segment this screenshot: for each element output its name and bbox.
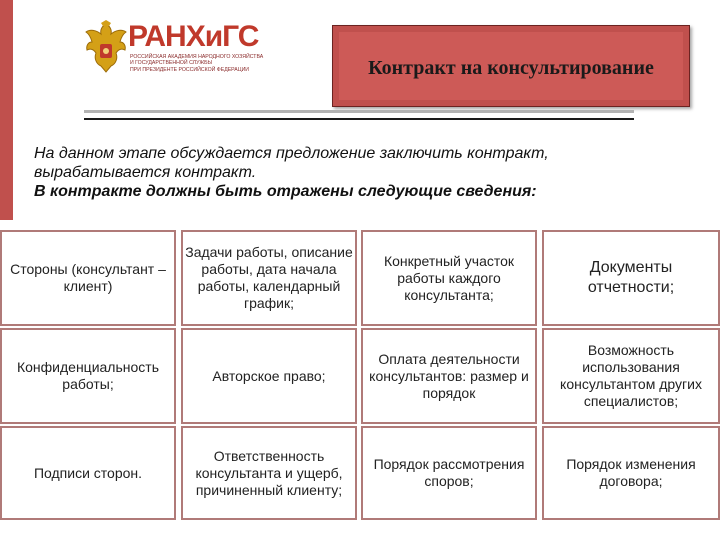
intro-line-2: вырабатывается контракт. [34, 164, 257, 181]
card-parties: Стороны (консультант – клиент) [0, 230, 176, 326]
card-other-specialists: Возможность использования консультантом других специалистов; [542, 328, 720, 424]
intro-line-3: В контракте должны быть отражены следующие сведения: [34, 183, 537, 200]
card-signatures: Подписи сторон. [0, 426, 176, 520]
slide-title-box [332, 25, 690, 107]
logo-subtitle: РОССИЙСКАЯ АКАДЕМИЯ НАРОДНОГО ХОЗЯЙСТВА И ГОСУДАРСТВЕННОЙ СЛУЖБЫ ПРИ ПРЕЗИДЕНТЕ РОССИЙСКОЙ ФЕДЕРАЦИИ [130, 54, 264, 73]
double-headed-eagle-emblem-icon [84, 20, 128, 76]
card-disputes: Порядок рассмотрения споров; [361, 426, 537, 520]
card-work-area: Конкретный участок работы каждого консультанта; [361, 230, 537, 326]
card-liability: Ответственность консультанта и ущерб, причиненный клиенту; [181, 426, 357, 520]
slide-title: Контракт на консультирование [368, 57, 654, 79]
card-confidentiality: Конфиденциальность работы; [0, 328, 176, 424]
intro-text [34, 144, 674, 201]
divider-black [84, 118, 634, 120]
card-tasks: Задачи работы, описание работы, дата начала работы, календарный график; [181, 230, 357, 326]
card-reporting: Документы отчетности; [542, 230, 720, 326]
ranepa-logo [84, 20, 264, 78]
intro-line-1: На данном этапе обсуждается предложение заключить контракт, [34, 145, 549, 162]
card-copyright: Авторское право; [181, 328, 357, 424]
divider-gray [84, 110, 634, 113]
left-accent-bar [0, 0, 13, 220]
card-amendment: Порядок изменения договора; [542, 426, 720, 520]
logo-title: РАНХиГС [128, 20, 259, 53]
card-payment: Оплата деятельности консультантов: размер и порядок [361, 328, 537, 424]
